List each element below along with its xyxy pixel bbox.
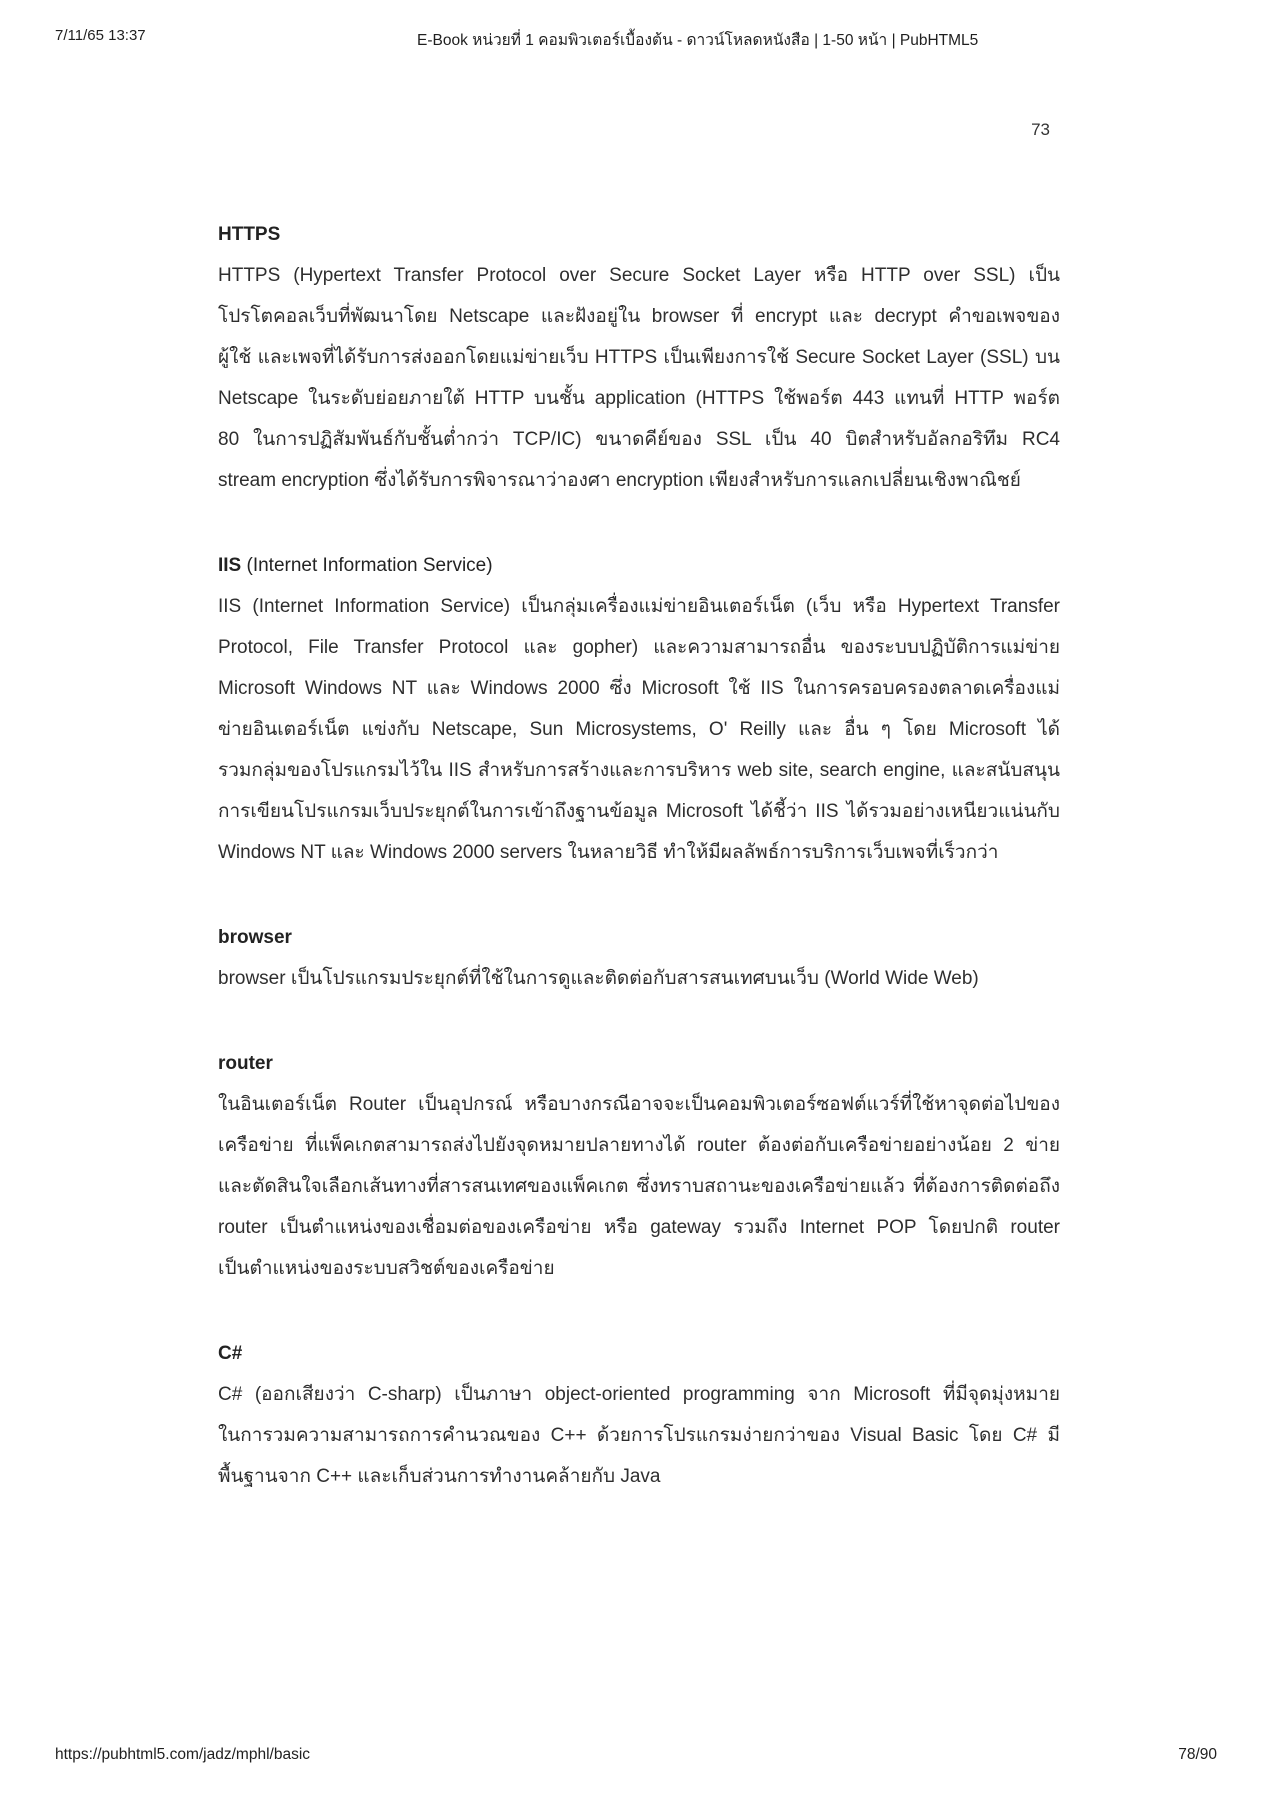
paragraph-line: 80 ในการปฏิสัมพันธ์กับชั้นต่ำกว่า TCP/IC) ขนาดคีย์ของ SSL เป็น 40 บิตสำหรับอัลกอริทึม RC4	[218, 429, 1060, 450]
section-heading-term: router	[218, 1053, 273, 1074]
paragraph-line: HTTPS (Hypertext Transfer Protocol over Secure Socket Layer หรือ HTTP over SSL) เป็น	[218, 265, 1060, 286]
print-header-title: E-Book หน่วยที่ 1 คอมพิวเตอร์เบื้องต้น - ดาวน์โหลดหนังสือ | 1-50 หน้า | PubHTML5	[417, 32, 979, 49]
paragraph-line: Microsoft Windows NT และ Windows 2000 ซึ่ง Microsoft ใช้ IIS ในการครอบครองตลาดเครื่องแม่	[218, 678, 1060, 699]
paragraph-line: Protocol, File Transfer Protocol และ gopher) และความสามารถอื่น ของระบบปฏิบัติการแม่ข่าย	[218, 637, 1060, 658]
section-heading-term: browser	[218, 927, 292, 948]
paragraph-line: C# (ออกเสียงว่า C-sharp) เป็นภาษา object-oriented programming จาก Microsoft ที่มีจุดมุ่งหมาย	[218, 1384, 1060, 1405]
section-iis	[218, 545, 1060, 873]
section-heading	[218, 214, 1060, 255]
paragraph-line: การเขียนโปรแกรมเว็บประยุกต์ในการเข้าถึงฐานข้อมูล Microsoft ได้ชี้ว่า IIS ได้รวมอย่างเหนียวแน่นกับ	[218, 801, 1060, 822]
page-number: 73	[1031, 120, 1050, 139]
paragraph-line: ผู้ใช้ และเพจที่ได้รับการส่งออกโดยแม่ข่ายเว็บ HTTPS เป็นเพียงการใช้ Secure Socket Layer (SSL) บน	[218, 347, 1060, 368]
section-heading	[218, 1043, 1060, 1084]
paragraph-line: ข่ายอินเตอร์เน็ต แข่งกับ Netscape, Sun Microsystems, O' Reilly และ อื่น ๆ โดย Microsoft ได้	[218, 719, 1060, 740]
section-heading	[218, 1333, 1060, 1374]
paragraph-line: IIS (Internet Information Service) เป็นกลุ่มเครื่องแม่ข่ายอินเตอร์เน็ต (เว็บ หรือ Hypertext Transfer	[218, 596, 1060, 617]
section-heading	[218, 545, 1060, 586]
section-https	[218, 214, 1060, 501]
section-heading-suffix: (Internet Information Service)	[241, 555, 493, 576]
paragraph-line: stream encryption ซึ่งได้รับการพิจารณาว่าองศา encryption เพียงสำหรับการแลกเปลี่ยนเชิงพาณิชย์	[218, 470, 1021, 491]
paragraph-line: browser เป็นโปรแกรมประยุกต์ที่ใช้ในการดูและติดต่อกับสารสนเทศบนเว็บ (World Wide Web)	[218, 968, 979, 989]
page-content	[218, 214, 1060, 1497]
print-footer-url: https://pubhtml5.com/jadz/mphl/basic	[55, 1746, 311, 1763]
paragraph-line: Netscape ในระดับย่อยภายใต้ HTTP บนชั้น application (HTTPS ใช้พอร์ต 443 แทนที่ HTTP พอร์ต	[218, 388, 1060, 409]
paragraph-line: Windows NT และ Windows 2000 servers ในหลายวิธี ทำให้มีผลลัพธ์การบริการเว็บเพจที่เร็วกว่า	[218, 842, 999, 863]
print-header-datetime: 7/11/65 13:37	[55, 27, 146, 44]
paragraph-line: และตัดสินใจเลือกเส้นทางที่สารสนเทศของแพ็คเกต ซึ่งทราบสถานะของเครือข่ายแล้ว ที่ต้องการติดต่อถึง	[218, 1176, 1060, 1197]
paragraph-line: โปรโตคอลเว็บที่พัฒนาโดย Netscape และฝังอยู่ใน browser ที่ encrypt และ decrypt คำขอเพจของ	[218, 306, 1060, 327]
paragraph-line: ในการวมความสามารถการคำนวณของ C++ ด้วยการโปรแกรมง่ายกว่าของ Visual Basic โดย C# มี	[218, 1425, 1060, 1446]
paragraph-line: router เป็นตำแหน่งของเชื่อมต่อของเครือข่าย หรือ gateway รวมถึง Internet POP โดยปกติ router	[218, 1217, 1060, 1238]
paragraph-line: รวมกลุ่มของโปรแกรมไว้ใน IIS สำหรับการสร้างและการบริหาร web site, search engine, และสนับสนุน	[218, 760, 1060, 781]
paragraph-line: ในอินเตอร์เน็ต Router เป็นอุปกรณ์ หรือบางกรณีอาจจะเป็นคอมพิวเตอร์ซอฟต์แวร์ที่ใช้หาจุดต่อไปของ	[218, 1094, 1060, 1115]
section-heading-term: C#	[218, 1343, 243, 1364]
section-browser	[218, 917, 1060, 999]
section-heading	[218, 917, 1060, 958]
paragraph-line: พื้นฐานจาก C++ และเก็บส่วนการทำงานคล้ายกับ Java	[218, 1466, 661, 1487]
section-csharp	[218, 1333, 1060, 1497]
section-heading-term: IIS	[218, 555, 242, 576]
paragraph-line: เป็นตำแหน่งของระบบสวิชต์ของเครือข่าย	[218, 1258, 555, 1279]
section-heading-term: HTTPS	[218, 224, 281, 245]
paragraph-line: เครือข่าย ที่แพ็คเกตสามารถส่งไปยังจุดหมายปลายทางได้ router ต้องต่อกับเครือข่ายอย่างน้อย 2 ข่าย	[218, 1135, 1060, 1156]
section-router	[218, 1043, 1060, 1289]
print-footer-page-indicator: 78/90	[1178, 1746, 1217, 1763]
